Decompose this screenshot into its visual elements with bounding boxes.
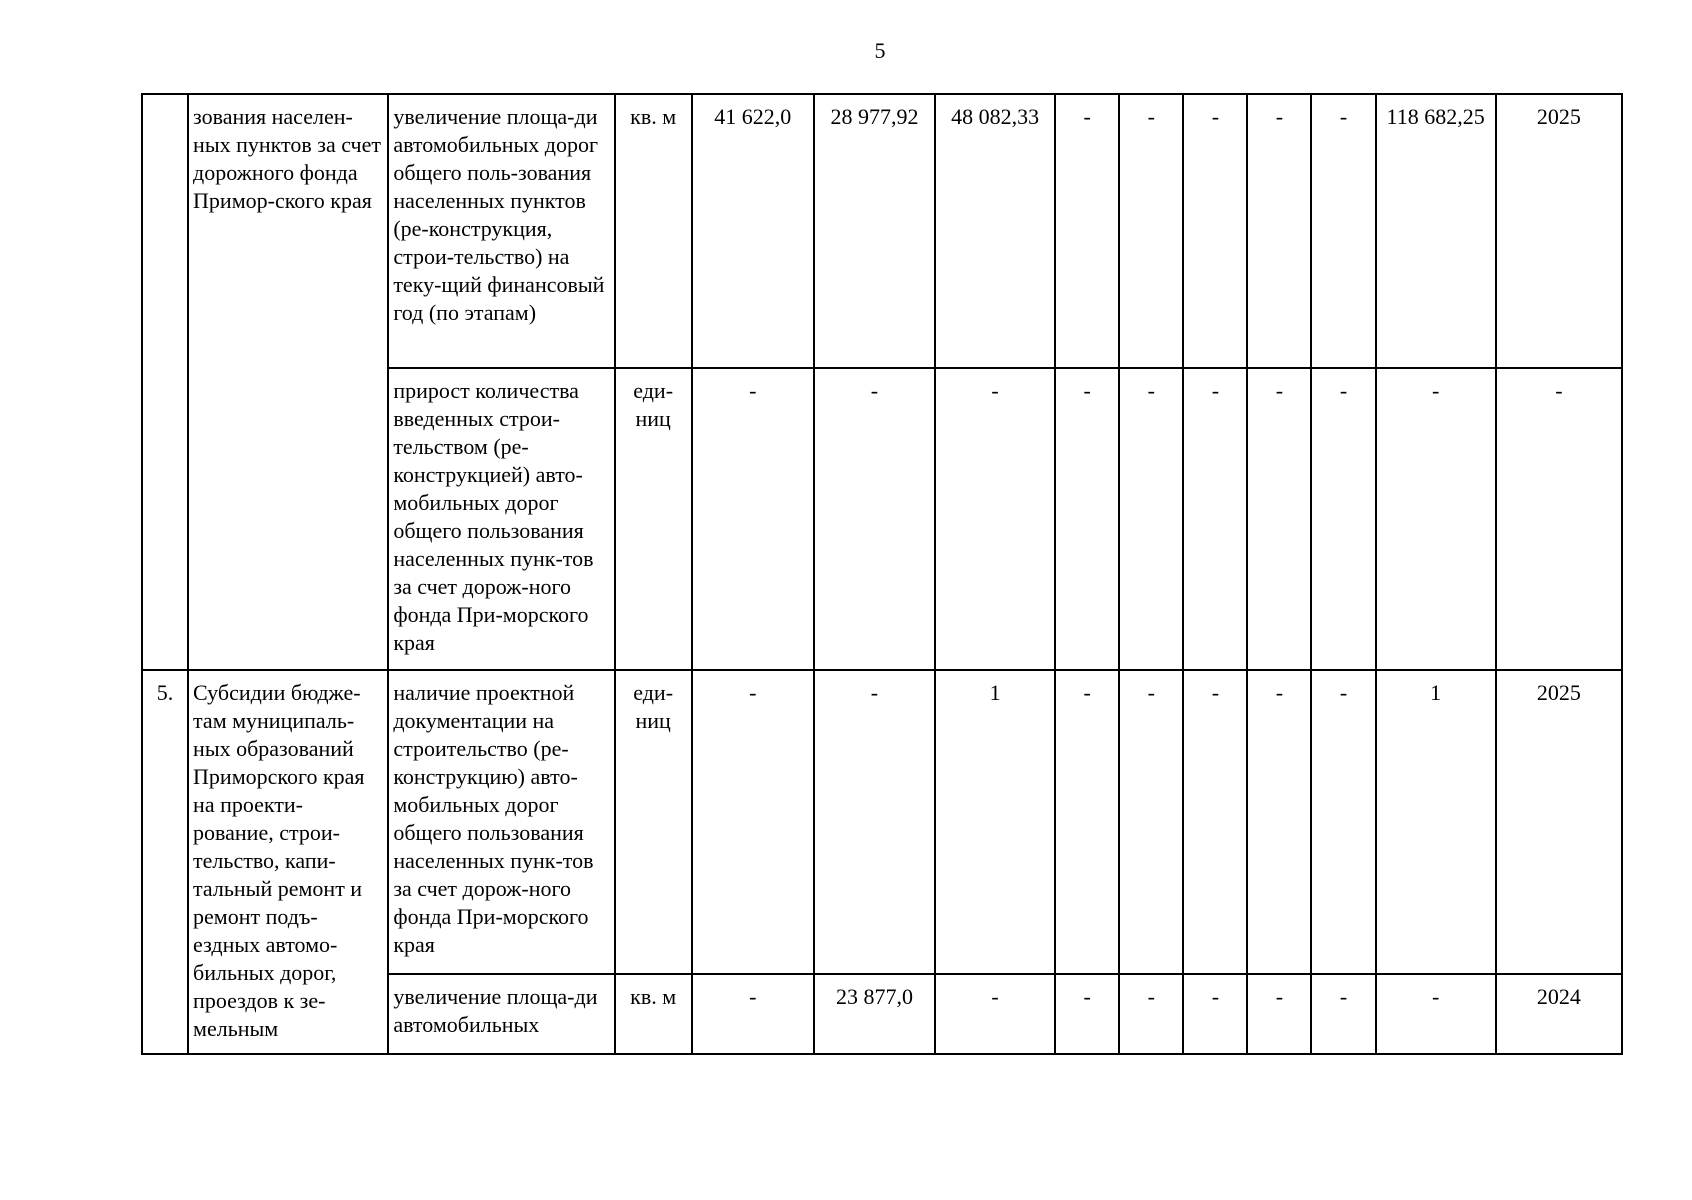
indicator-cell: увеличение площа-ди автомобильных дорог общего поль-зования населенных пунктов (ре-конструкция, строи-тельство) на теку-щий финансовый год (по этапам) xyxy=(388,94,614,368)
indicator-cell: увеличение площа-ди автомобильных xyxy=(388,974,614,1054)
value-cell: 23 877,0 xyxy=(814,974,935,1054)
year-cell: 2024 xyxy=(1496,974,1622,1054)
unit-cell: кв. м xyxy=(615,94,692,368)
value-cell: - xyxy=(1119,670,1183,974)
table-row xyxy=(142,670,1622,974)
year-cell: 2025 xyxy=(1496,94,1622,368)
value-cell: - xyxy=(1119,974,1183,1054)
year-cell: 2025 xyxy=(1496,670,1622,974)
value-cell: - xyxy=(1055,94,1119,368)
value-cell: - xyxy=(935,974,1055,1054)
table-row xyxy=(142,94,1622,368)
value-cell: - xyxy=(1247,94,1311,368)
value-cell: - xyxy=(1183,368,1247,670)
value-cell: 41 622,0 xyxy=(692,94,814,368)
total-value-cell: - xyxy=(1376,368,1496,670)
value-cell: - xyxy=(1247,974,1311,1054)
value-cell: - xyxy=(1183,974,1247,1054)
unit-cell: кв. м xyxy=(615,974,692,1054)
value-cell: - xyxy=(1055,670,1119,974)
value-cell: - xyxy=(1247,368,1311,670)
measure-name-cell: Субсидии бюдже-там муниципаль-ных образований Приморского края на проекти-рование, строи-тельство, капи-тальный ремонт и ремонт подъ-ездных автомо-бильных дорог, проездов к зе-мельным xyxy=(188,670,388,1054)
value-cell: - xyxy=(935,368,1055,670)
year-cell: - xyxy=(1496,368,1622,670)
value-cell: - xyxy=(1311,368,1375,670)
value-cell: - xyxy=(1311,94,1375,368)
unit-cell: еди-ниц xyxy=(615,368,692,670)
value-cell: - xyxy=(1119,368,1183,670)
value-cell: - xyxy=(814,368,935,670)
indicator-cell: наличие проектной документации на строительство (ре-конструкцию) авто-мобильных дорог общего пользования населенных пунк-тов за счет дорож-ного фонда При-морского края xyxy=(388,670,614,974)
value-cell: - xyxy=(814,670,935,974)
value-cell: - xyxy=(692,670,814,974)
value-cell: - xyxy=(1311,974,1375,1054)
row-number-cell xyxy=(142,94,188,670)
total-value-cell: - xyxy=(1376,974,1496,1054)
value-cell: - xyxy=(1055,368,1119,670)
value-cell: - xyxy=(1311,670,1375,974)
value-cell: 1 xyxy=(935,670,1055,974)
page-number: 5 xyxy=(874,38,886,63)
total-value-cell: 118 682,25 xyxy=(1376,94,1496,368)
value-cell: - xyxy=(1119,94,1183,368)
measure-name-cell: зования населен-ных пунктов за счет дорожного фонда Примор-ского края xyxy=(188,94,388,670)
value-cell: - xyxy=(1183,670,1247,974)
value-cell: - xyxy=(1055,974,1119,1054)
value-cell: - xyxy=(1247,670,1311,974)
value-cell: 28 977,92 xyxy=(814,94,935,368)
value-cell: 48 082,33 xyxy=(935,94,1055,368)
value-cell: - xyxy=(1183,94,1247,368)
value-cell: - xyxy=(692,974,814,1054)
total-value-cell: 1 xyxy=(1376,670,1496,974)
indicator-cell: прирост количества введенных строи-тельством (ре-конструкцией) авто-мобильных дорог общего пользования населенных пунк-тов за счет дорож-ного фонда При-морского края xyxy=(388,368,614,670)
value-cell: - xyxy=(692,368,814,670)
row-number-cell: 5. xyxy=(142,670,188,1054)
unit-cell: еди-ниц xyxy=(615,670,692,974)
indicators-table xyxy=(141,93,1623,1055)
